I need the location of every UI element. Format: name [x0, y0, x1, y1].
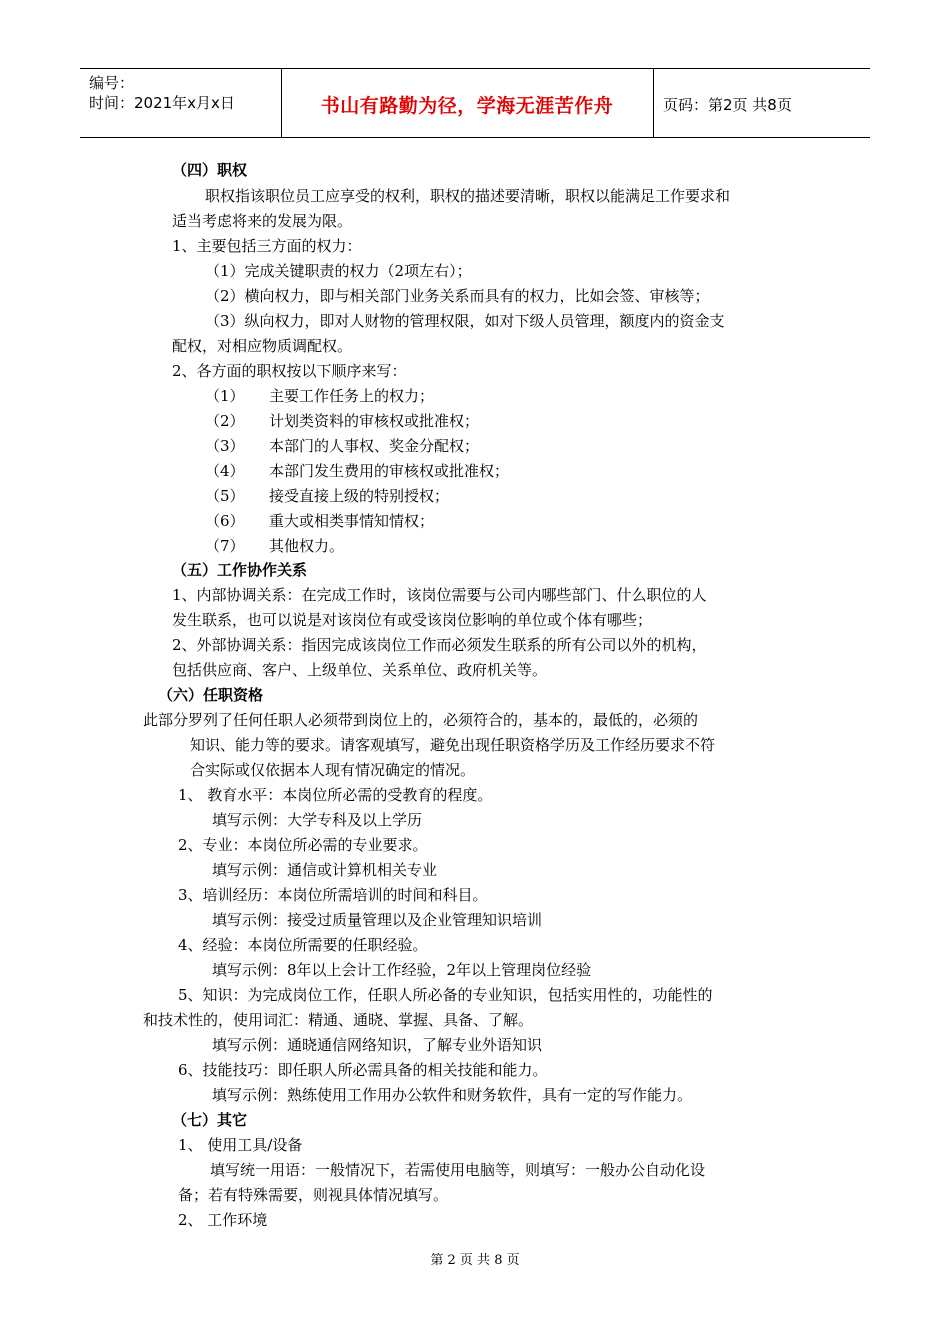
- order-number: （3）: [205, 437, 245, 455]
- order-text: 主要工作任务上的权力；: [269, 387, 435, 405]
- order-item: [205, 436, 479, 456]
- paragraph: 适当考虑将来的发展为限。: [172, 212, 353, 230]
- section-title-cooperation: （五）工作协作关系: [172, 561, 308, 579]
- paragraph: 1、内部协调关系：在完成工作时，该岗位需要与公司内哪些部门、什么职位的人: [172, 586, 707, 604]
- paragraph: 2、外部协调关系：指因完成该岗位工作而必须发生联系的所有公司以外的机构，: [172, 636, 707, 654]
- paragraph: 此部分罗列了任何任职人必须带到岗位上的，必须符合的，基本的，最低的，必须的: [143, 711, 699, 729]
- list-item: 4、经验：本岗位所需要的任职经验。: [178, 936, 428, 954]
- order-item: [205, 511, 434, 531]
- header-divider: [653, 69, 654, 137]
- list-subitem: （3）纵向权力，即对人财物的管理权限，如对下级人员管理，额度内的资金支: [205, 312, 725, 330]
- section-title-other: （七）其它: [172, 1111, 248, 1129]
- order-number: （6）: [205, 512, 245, 530]
- list-item: 2、 工作环境: [178, 1211, 268, 1229]
- list-item: 5、知识：为完成岗位工作，任职人所必备的专业知识，包括实用性的，功能性的: [178, 986, 713, 1004]
- section-title-qualifications: （六）任职资格: [158, 686, 264, 704]
- list-subitem: （1）完成关键职责的权力（2项左右）；: [205, 262, 472, 280]
- section-title-authority: （四）职权: [172, 161, 248, 179]
- list-item: 1、主要包括三方面的权力：: [172, 237, 362, 255]
- header-page-info: 页码：第2页 共8页: [663, 96, 792, 114]
- list-item: 1、 使用工具/设备: [178, 1136, 303, 1154]
- list-item: 2、专业：本岗位所必需的专业要求。: [178, 836, 428, 854]
- order-number: （5）: [205, 487, 245, 505]
- order-item: [205, 411, 479, 431]
- order-item: [205, 486, 449, 506]
- number-label: 编号：: [89, 74, 135, 92]
- paragraph: 备；若有特殊需要，则视具体情况填写。: [178, 1186, 449, 1204]
- order-number: （2）: [205, 412, 245, 430]
- order-number: （1）: [205, 387, 245, 405]
- list-subitem: （2）横向权力，即与相关部门业务关系而具有的权力，比如会签、审核等；: [205, 287, 710, 305]
- paragraph: 合实际或仅依据本人现有情况确定的情况。: [190, 761, 476, 779]
- date-label: 时间：2021年x月x日: [89, 94, 235, 112]
- order-item: [205, 461, 509, 481]
- paragraph: 包括供应商、客户、上级单位、关系单位、政府机关等。: [172, 661, 548, 679]
- paragraph: 填写统一用语：一般情况下，若需使用电脑等，则填写：一般办公自动化设: [210, 1161, 706, 1179]
- order-text: 接受直接上级的特别授权；: [269, 487, 450, 505]
- list-item: 1、 教育水平：本岗位所必需的受教育的程度。: [178, 786, 493, 804]
- order-text: 重大或相类事情知情权；: [269, 512, 435, 530]
- paragraph: 知识、能力等的要求。请客观填写，避免出现任职资格学历及工作经历要求不符: [190, 736, 716, 754]
- example: 填写示例：熟练使用工作用办公软件和财务软件，具有一定的写作能力。: [212, 1086, 693, 1104]
- order-number: （4）: [205, 462, 245, 480]
- example: 填写示例：大学专科及以上学历: [212, 811, 423, 829]
- header-meta: [89, 73, 235, 113]
- order-item: [205, 536, 344, 556]
- example: 填写示例：8年以上会计工作经验，2年以上管理岗位经验: [212, 961, 592, 979]
- list-item: 6、技能技巧：即任职人所必需具备的相关技能和能力。: [178, 1061, 548, 1079]
- list-item: 3、培训经历：本岗位所需培训的时间和科目。: [178, 886, 488, 904]
- example: 填写示例：通晓通信网络知识，了解专业外语知识: [212, 1036, 543, 1054]
- order-text: 本部门发生费用的审核权或批准权；: [269, 462, 510, 480]
- paragraph: 发生联系，也可以说是对该岗位有或受该岗位影响的单位或个体有哪些；: [172, 611, 653, 629]
- list-item: 2、各方面的职权按以下顺序来写：: [172, 362, 407, 380]
- example: 填写示例：接受过质量管理以及企业管理知识培训: [212, 911, 543, 929]
- list-item: 和技术性的，使用词汇：精通、通晓、掌握、具备、了解。: [143, 1011, 534, 1029]
- document-header: [80, 68, 870, 138]
- example: 填写示例：通信或计算机相关专业: [212, 861, 438, 879]
- page-footer: 第 2 页 共 8 页: [430, 1253, 520, 1268]
- list-subitem: 配权，对相应物质调配权。: [172, 337, 353, 355]
- order-text: 计划类资料的审核权或批准权；: [269, 412, 480, 430]
- order-item: [205, 386, 434, 406]
- order-number: （7）: [205, 537, 245, 555]
- order-text: 其他权力。: [269, 537, 345, 555]
- paragraph: 职权指该职位员工应享受的权利，职权的描述要清晰，职权以能满足工作要求和: [205, 187, 731, 205]
- order-text: 本部门的人事权、奖金分配权；: [269, 437, 480, 455]
- header-motto: 书山有路勤为径，学海无涯苦作舟: [320, 95, 614, 117]
